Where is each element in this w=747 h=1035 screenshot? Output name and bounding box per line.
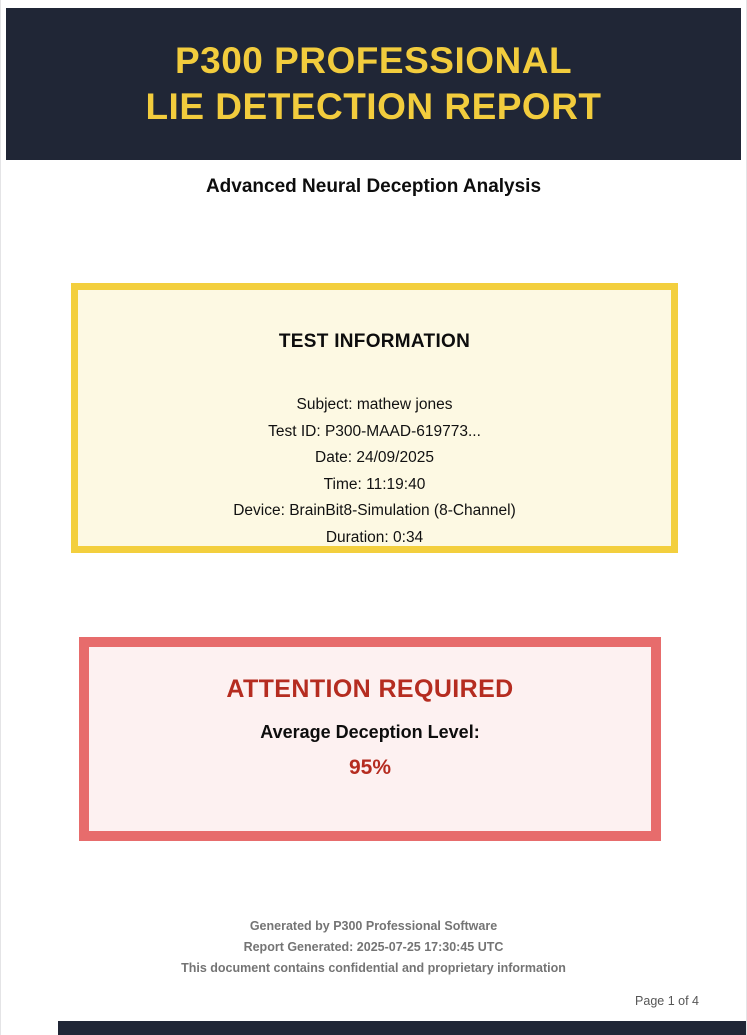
report-footer bbox=[1, 916, 746, 979]
test-information-heading: TEST INFORMATION bbox=[278, 331, 471, 352]
test-information-fields bbox=[78, 392, 671, 551]
footer-report-generated: Report Generated: 2025-07-25 17:30:45 UTC bbox=[243, 940, 504, 954]
report-header bbox=[6, 8, 741, 160]
footer-confidential-notice: This document contains confidential and proprietary information bbox=[181, 961, 566, 975]
test-id-field: Test ID: P300-MAAD-619773... bbox=[268, 422, 481, 440]
report-subtitle: Advanced Neural Deception Analysis bbox=[205, 176, 542, 197]
date-field: Date: 24/09/2025 bbox=[315, 449, 434, 466]
report-title-line1: P300 PROFESSIONAL bbox=[174, 40, 573, 81]
report-title bbox=[145, 38, 601, 130]
report-title-line2: LIE DETECTION REPORT bbox=[145, 86, 602, 127]
test-information-box bbox=[71, 283, 678, 553]
deception-level-label: Average Deception Level: bbox=[260, 722, 480, 742]
attention-required-box bbox=[79, 637, 661, 841]
duration-field: Duration: 0:34 bbox=[325, 528, 424, 546]
page-indicator: Page 1 of 4 bbox=[635, 994, 699, 1008]
device-field: Device: BrainBit8-Simulation (8-Channel) bbox=[233, 502, 516, 519]
footer-generated-by: Generated by P300 Professional Software bbox=[249, 919, 498, 933]
next-page-header-sliver bbox=[58, 1021, 746, 1035]
time-field: Time: 11:19:40 bbox=[323, 475, 426, 493]
subject-field: Subject: mathew jones bbox=[296, 396, 453, 413]
deception-level-value: 95% bbox=[348, 756, 392, 779]
attention-heading: ATTENTION REQUIRED bbox=[226, 675, 514, 703]
